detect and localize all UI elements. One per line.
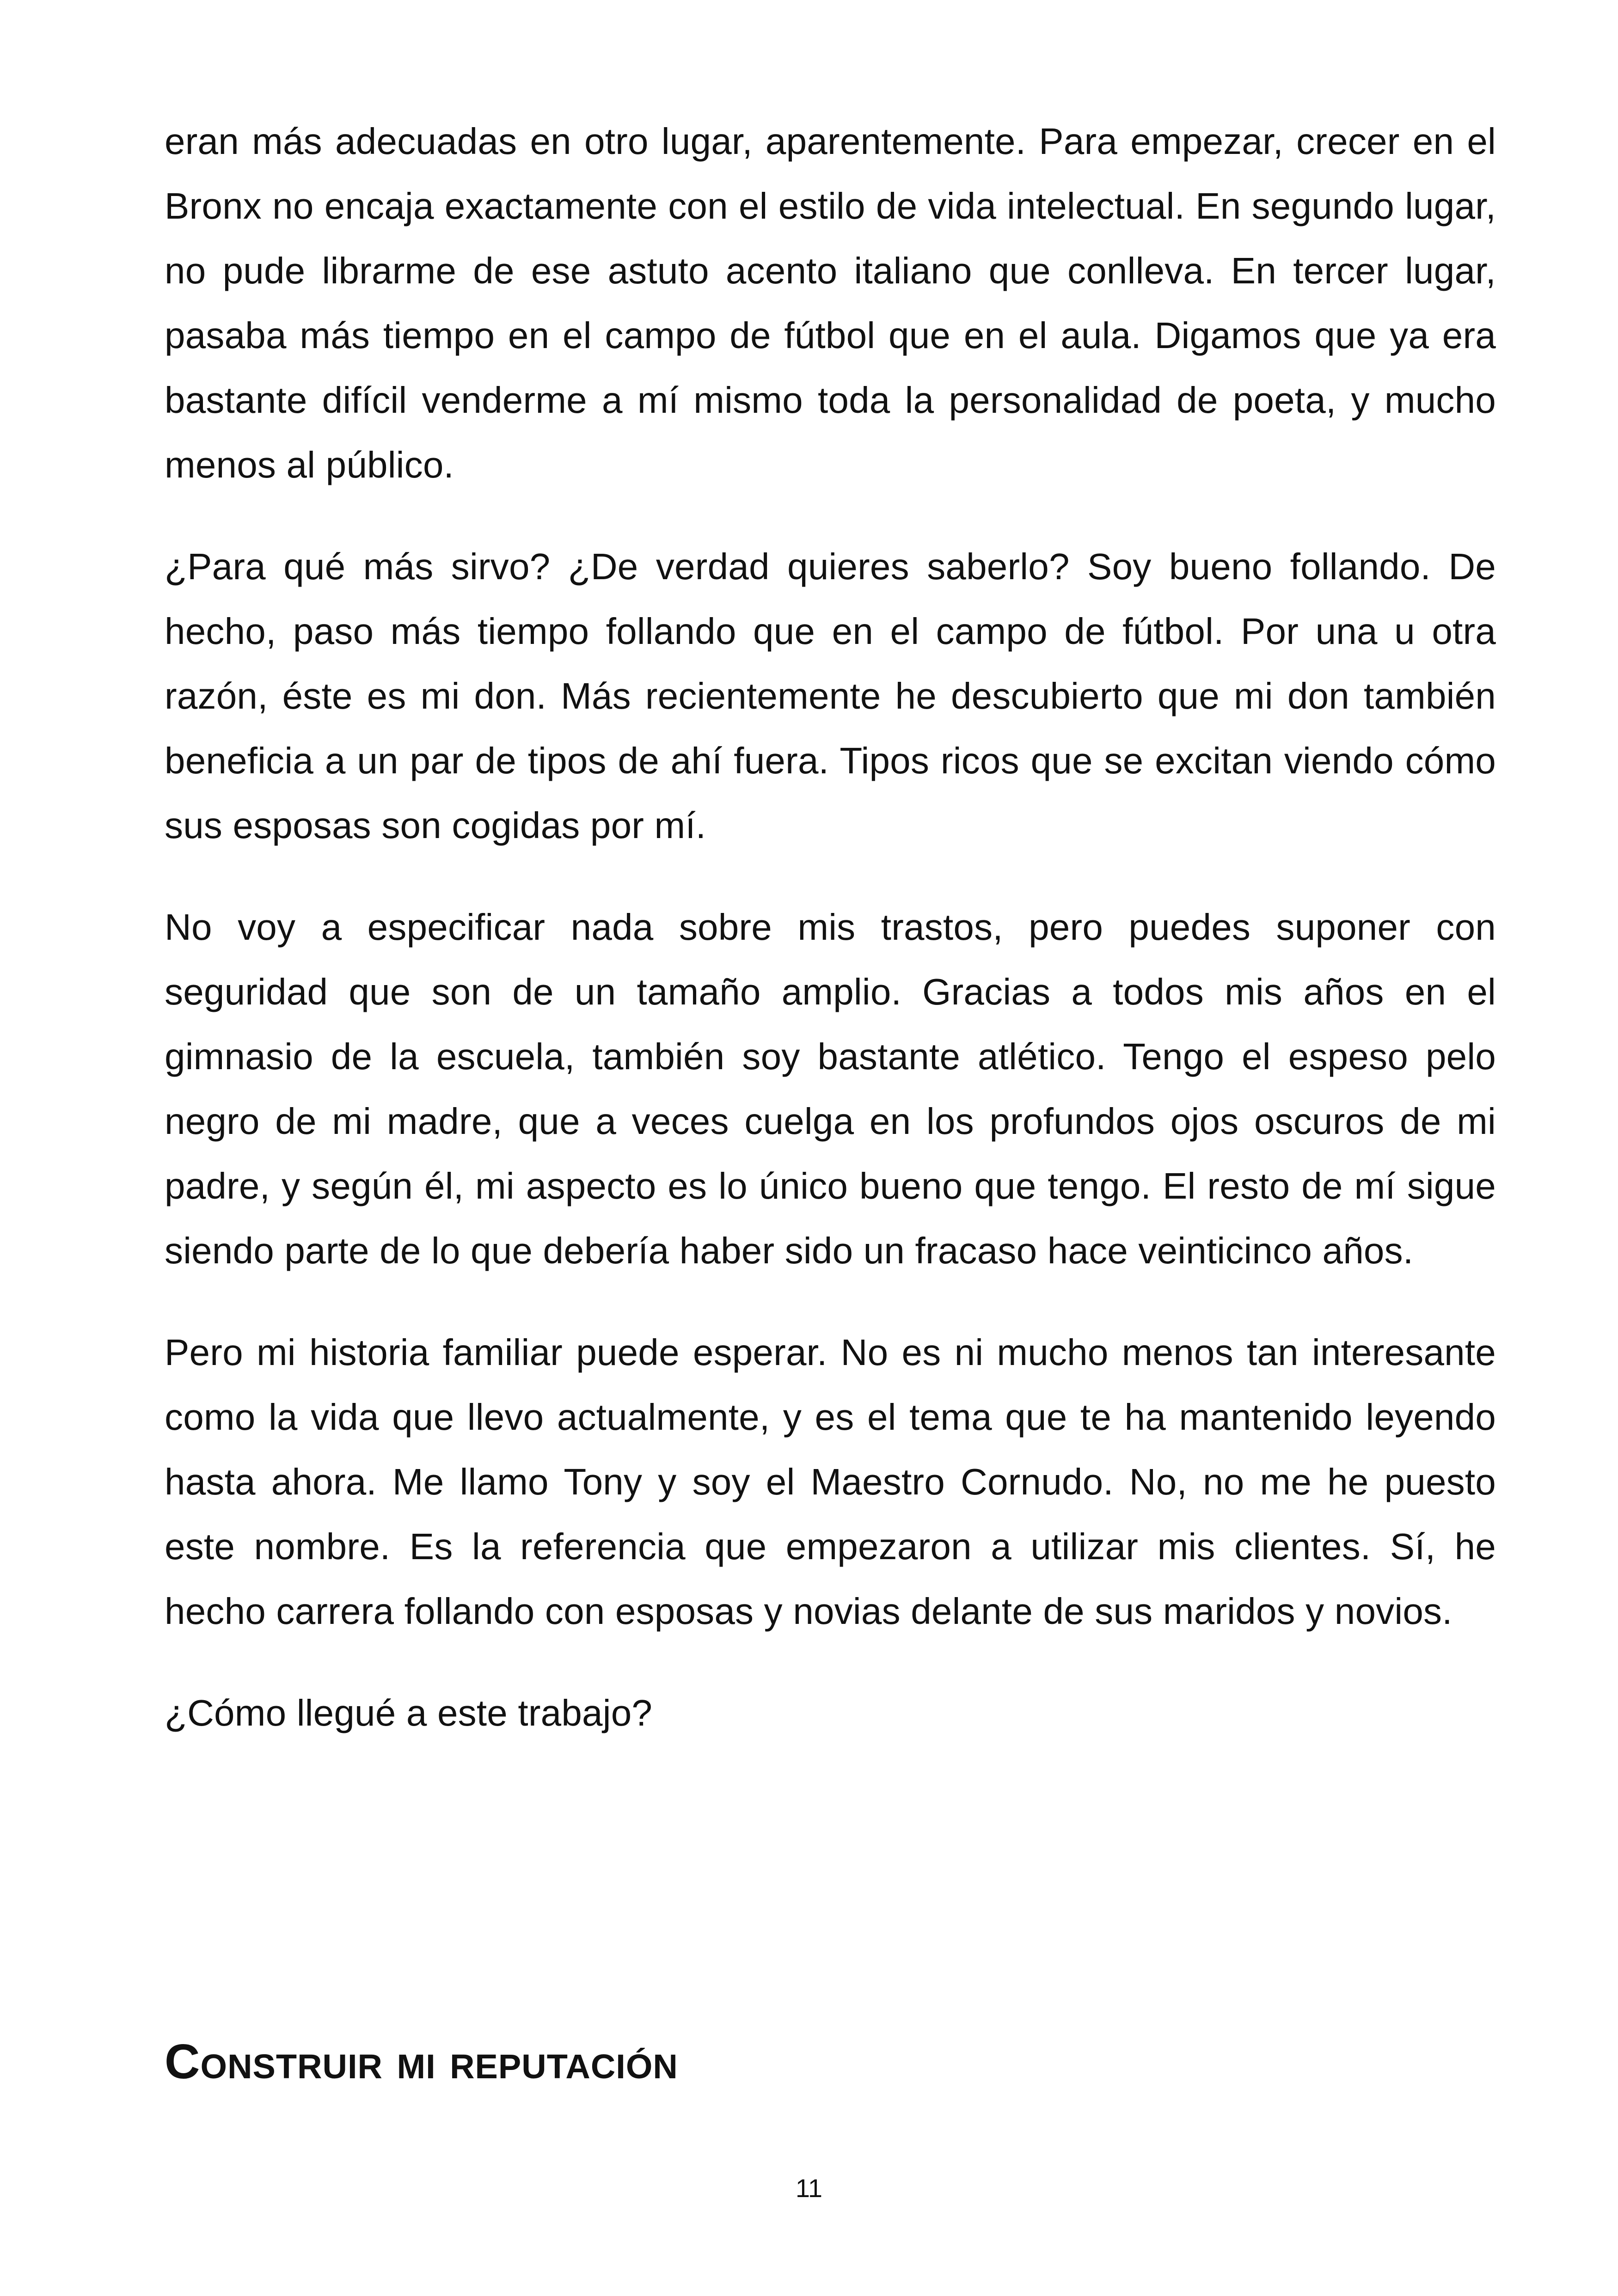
paragraph: ¿Para qué más sirvo? ¿De verdad quieres saberlo? Soy bueno follando. De hecho, paso más tiempo follando que en el campo de fútbol. Por una u otra razón, éste es mi don. Más recientemente he descubierto que mi don también beneficia a un par de tipos de ahí fuera. Tipos ricos que se excitan viendo cómo sus esposas son cogidas por mí. — [165, 546, 1496, 846]
page-number: 11 — [795, 2174, 823, 2203]
paragraph: eran más adecuadas en otro lugar, aparentemente. Para empezar, crecer en el Bronx no encaja exactamente con el estilo de vida intelectual. En segundo lugar, no pude librarme de ese astuto acento italiano que conlleva. En tercer lugar, pasaba más tiempo en el campo de fútbol que en el aula. Digamos que ya era bastante difícil venderme a mí mismo toda la personalidad de poeta, y mucho menos al público. — [165, 121, 1496, 485]
paragraph: Pero mi historia familiar puede esperar. No es ni mucho menos tan interesante como la vida que llevo actualmente, y es el tema que te ha mantenido leyendo hasta ahora. Me llamo Tony y soy el Maestro Cornudo. No, no me he puesto este nombre. Es la referencia que empezaron a utilizar mis clientes. Sí, he hecho carrera follando con esposas y novias delante de sus maridos y novios. — [165, 1332, 1496, 1632]
paragraph: No voy a especificar nada sobre mis trastos, pero puedes suponer con seguridad que son de un tamaño amplio. Gracias a todos mis años en el gimnasio de la escuela, también soy bastante atlético. Tengo el espeso pelo negro de mi madre, que a veces cuelga en los profundos ojos oscuros de mi padre, y según él, mi aspecto es lo único bueno que tengo. El resto de mí sigue siendo parte de lo que debería haber sido un fracaso hace veinticinco años. — [165, 906, 1496, 1271]
body-text — [165, 109, 1496, 1782]
section-heading: Construir mi reputación — [165, 2034, 678, 2089]
paragraph: ¿Cómo llegué a este trabajo? — [165, 1692, 653, 1733]
